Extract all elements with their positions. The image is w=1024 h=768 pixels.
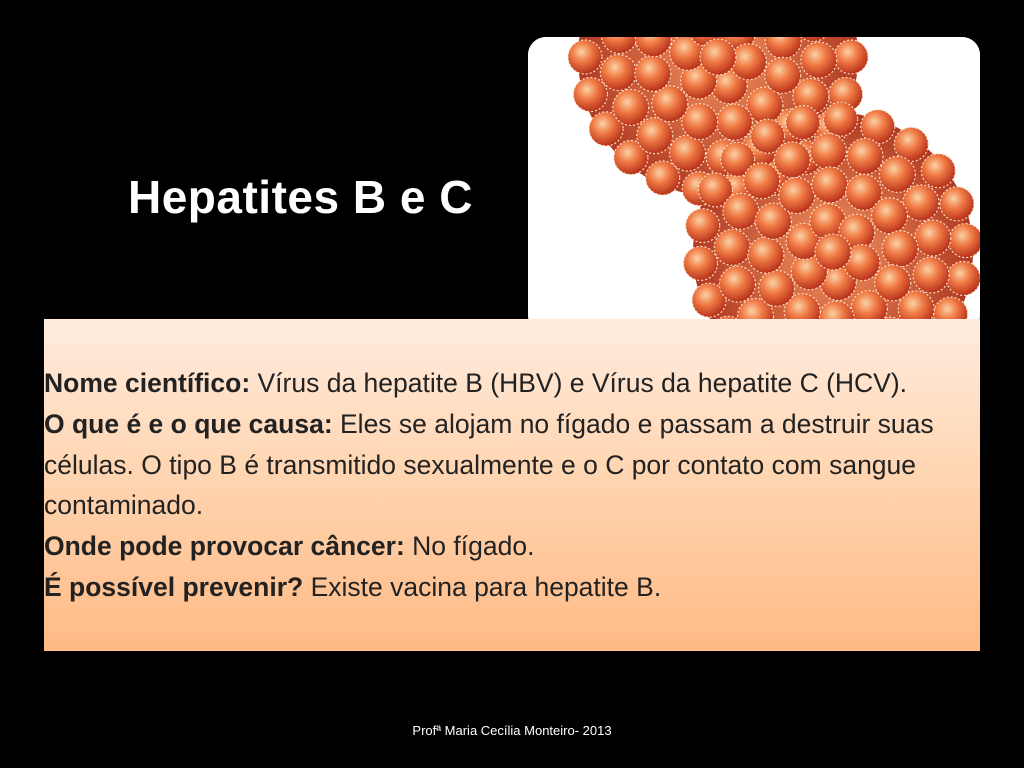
paragraph-label: O que é e o que causa: [44, 408, 333, 439]
slide-title: Hepatites B e C [128, 171, 473, 223]
virus-spike [573, 78, 607, 112]
virus-illustration [528, 37, 980, 333]
paragraph-label: Onde pode provocar câncer: [44, 531, 405, 562]
virus-spike [894, 127, 928, 161]
virus-spike [635, 55, 671, 91]
paragraph-text: Existe vacina para hepatite B. [303, 571, 662, 602]
virus-spike [946, 261, 980, 295]
virus-spike [913, 257, 949, 293]
paragraph-label: Nome científico: [44, 368, 251, 398]
virus-spike [847, 138, 883, 174]
virus-spike [700, 39, 736, 75]
virus-spike [834, 40, 868, 74]
virus-spike [748, 237, 784, 273]
virus-spike [801, 42, 837, 78]
virus-spike [744, 163, 780, 199]
virus-spike [652, 86, 688, 122]
slide-footer: Profª Maria Cecília Monteiro- 2013 [412, 723, 612, 738]
virus-spike [719, 266, 755, 302]
virus-spike [774, 142, 810, 178]
slide-body [44, 363, 974, 608]
paragraph-text: Eles se alojam no fígado e passam a destruir suas células. O tipo B é transmitido sexualmente e o C por contato com sangue contaminado. [44, 408, 934, 521]
paragraph-label: É possível prevenir? [44, 571, 304, 602]
virus-spike [786, 106, 820, 140]
virus-spike [779, 178, 815, 214]
paragraph-what-it-causes [44, 404, 974, 526]
virus-spike [716, 104, 752, 140]
virus-spike [613, 89, 649, 125]
paragraph-prevention [44, 567, 974, 608]
paragraph-scientific-name [44, 363, 974, 404]
virus-spike [759, 270, 795, 306]
virus-image [528, 37, 980, 333]
virus-spike [921, 154, 955, 188]
paragraph-cancer-site [44, 526, 974, 567]
virus-spike [903, 185, 939, 221]
virus-spike [812, 167, 848, 203]
virus-spike [670, 135, 706, 171]
virus-spike [872, 198, 908, 234]
paragraph-text: Vírus da hepatite B (HBV) e Vírus da hepatite C (HCV). [250, 368, 908, 398]
virus-spike [714, 229, 750, 265]
virus-spike [637, 118, 673, 154]
virus-spike [879, 156, 915, 192]
virus-spike [723, 193, 759, 229]
virus-spike [686, 209, 720, 243]
virus-spike [915, 220, 951, 256]
virus-spike [646, 161, 680, 195]
virus-spike [600, 55, 636, 91]
virus-spike [875, 265, 911, 301]
virus-spike [824, 102, 858, 136]
paragraph-text: No fígado. [404, 531, 535, 562]
virus-spike [882, 231, 918, 267]
virus-spike [765, 57, 801, 93]
virus-spike [684, 246, 718, 280]
virus-spike [568, 40, 602, 74]
virus-spike [810, 133, 846, 169]
virus-spike [815, 234, 851, 270]
virus-spike [940, 187, 974, 221]
